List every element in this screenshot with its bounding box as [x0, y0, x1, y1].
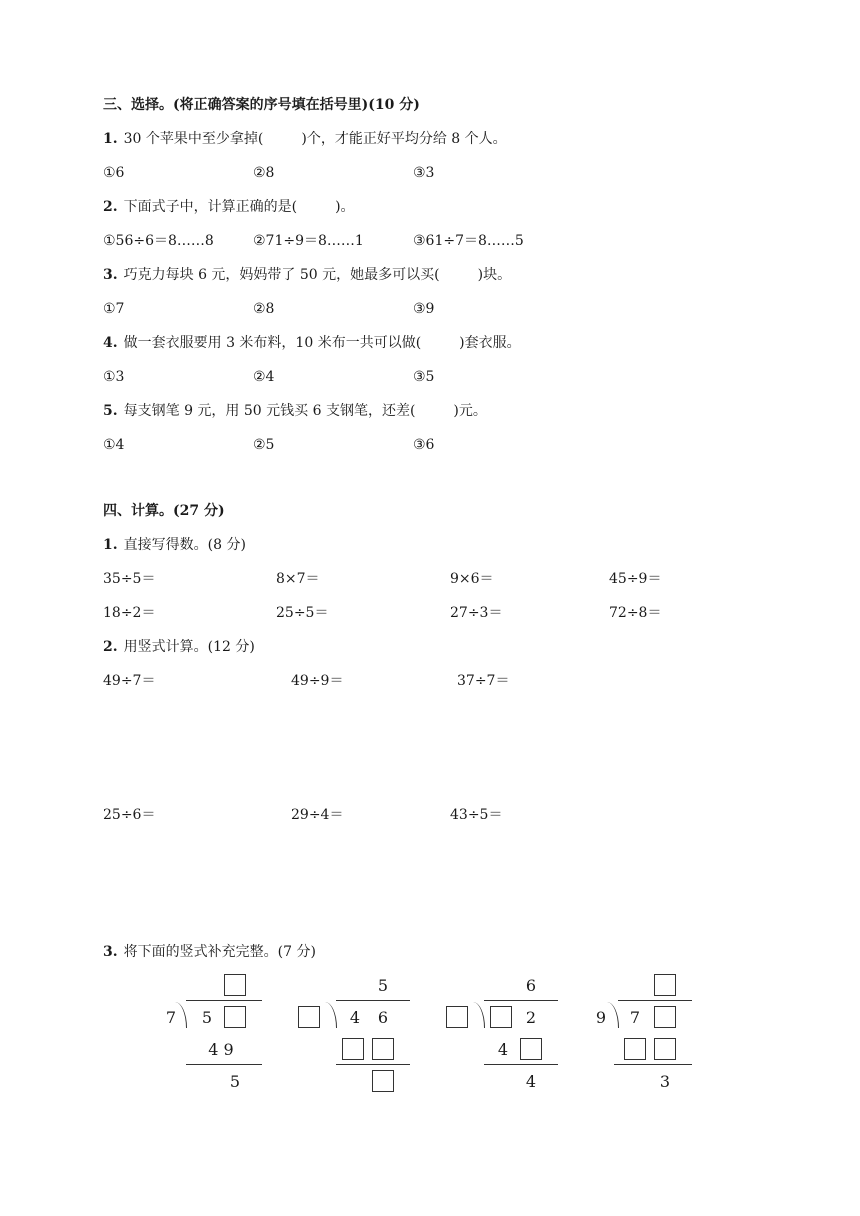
- option-4-1: ①3: [103, 369, 125, 385]
- long-division-1: [160, 970, 310, 1100]
- division-bar: [186, 1000, 262, 1001]
- dividend-digit: 2: [525, 1008, 537, 1027]
- division-bar: [484, 1000, 558, 1001]
- section4-title: 四、计算。(27 分): [103, 503, 225, 519]
- dividend-digit: 6: [377, 1008, 389, 1027]
- option-5-3: ③6: [413, 437, 435, 453]
- question-1: 1. 30 个苹果中至少拿掉( )个，才能正好平均分给 8 个人。: [103, 131, 507, 147]
- quotient-box[interactable]: [224, 974, 246, 996]
- long-division-2: [298, 970, 448, 1100]
- subtraction-line: [186, 1064, 262, 1065]
- vertical-calc-item: 43÷5＝: [450, 807, 503, 823]
- dividend-box[interactable]: [224, 1006, 246, 1028]
- calc-q1-title: 1. 直接写得数。(8 分): [103, 537, 246, 553]
- quotient-digit: 5: [377, 976, 389, 995]
- divisor-digit: 7: [165, 1008, 177, 1027]
- product-box[interactable]: [520, 1038, 542, 1060]
- subtraction-line: [614, 1064, 692, 1065]
- quotient-box[interactable]: [654, 974, 676, 996]
- option-5-2: ②5: [253, 437, 275, 453]
- divisor-box[interactable]: [298, 1006, 320, 1028]
- dividend-box[interactable]: [654, 1006, 676, 1028]
- divisor-digit: 9: [595, 1008, 607, 1027]
- division-bracket: [324, 1002, 337, 1028]
- question-2: 2. 下面式子中，计算正确的是( )。: [103, 199, 355, 215]
- calc-item: 9×6＝: [450, 571, 494, 587]
- vertical-calc-item: 25÷6＝: [103, 807, 156, 823]
- calc-item: 27÷3＝: [450, 605, 503, 621]
- question-5: 5. 每支钢笔 9 元，用 50 元钱买 6 支钢笔，还差( )元。: [103, 403, 487, 419]
- option-4-2: ②4: [253, 369, 275, 385]
- option-3-1: ①7: [103, 301, 125, 317]
- subtraction-line: [484, 1064, 558, 1065]
- section3-title: 三、选择。(将正确答案的序号填在括号里)(10 分): [103, 97, 420, 113]
- dividend-digit: 5: [201, 1008, 213, 1027]
- calc-item: 8×7＝: [276, 571, 320, 587]
- product-box[interactable]: [372, 1038, 394, 1060]
- division-bar: [618, 1000, 692, 1001]
- calc-item: 18÷2＝: [103, 605, 156, 621]
- calc-item: 35÷5＝: [103, 571, 156, 587]
- calc-item: 25÷5＝: [276, 605, 329, 621]
- calc-q2-title: 2. 用竖式计算。(12 分): [103, 639, 255, 655]
- long-division-4: [594, 970, 744, 1100]
- product-box[interactable]: [342, 1038, 364, 1060]
- product-digits: 4 9: [208, 1040, 234, 1059]
- remainder-box[interactable]: [372, 1070, 394, 1092]
- product-digit: 4: [497, 1040, 509, 1059]
- vertical-calc-item: 37÷7＝: [457, 673, 510, 689]
- long-division-3: [446, 970, 596, 1100]
- division-bracket: [472, 1002, 485, 1028]
- question-3: 3. 巧克力每块 6 元，妈妈带了 50 元，她最多可以买( )块。: [103, 267, 512, 283]
- option-2-2: ②71÷9＝8……1: [253, 233, 364, 249]
- option-5-1: ①4: [103, 437, 125, 453]
- option-2-3: ③61÷7＝8……5: [413, 233, 524, 249]
- option-4-3: ③5: [413, 369, 435, 385]
- calc-item: 45÷9＝: [609, 571, 662, 587]
- option-3-2: ②8: [253, 301, 275, 317]
- calc-q3-title: 3. 将下面的竖式补充完整。(7 分): [103, 944, 316, 960]
- calc-item: 72÷8＝: [609, 605, 662, 621]
- divisor-box[interactable]: [446, 1006, 468, 1028]
- option-1-3: ③3: [413, 165, 435, 181]
- dividend-digit: 4: [349, 1008, 361, 1027]
- remainder-digit: 3: [659, 1072, 671, 1091]
- option-3-3: ③9: [413, 301, 435, 317]
- product-box[interactable]: [624, 1038, 646, 1060]
- division-bracket: [606, 1002, 619, 1028]
- vertical-calc-item: 49÷7＝: [103, 673, 156, 689]
- subtraction-line: [336, 1064, 410, 1065]
- question-4: 4. 做一套衣服要用 3 米布料，10 米布一共可以做( )套衣服。: [103, 335, 521, 351]
- vertical-calc-item: 29÷4＝: [291, 807, 344, 823]
- quotient-digit: 6: [525, 976, 537, 995]
- dividend-box[interactable]: [490, 1006, 512, 1028]
- remainder-digit: 4: [525, 1072, 537, 1091]
- dividend-digit: 7: [629, 1008, 641, 1027]
- vertical-calc-item: 49÷9＝: [291, 673, 344, 689]
- option-1-2: ②8: [253, 165, 275, 181]
- division-bar: [336, 1000, 410, 1001]
- remainder-digit: 5: [229, 1072, 241, 1091]
- product-box[interactable]: [654, 1038, 676, 1060]
- division-bracket: [174, 1002, 187, 1028]
- option-2-1: ①56÷6＝8……8: [103, 233, 214, 249]
- option-1-1: ①6: [103, 165, 125, 181]
